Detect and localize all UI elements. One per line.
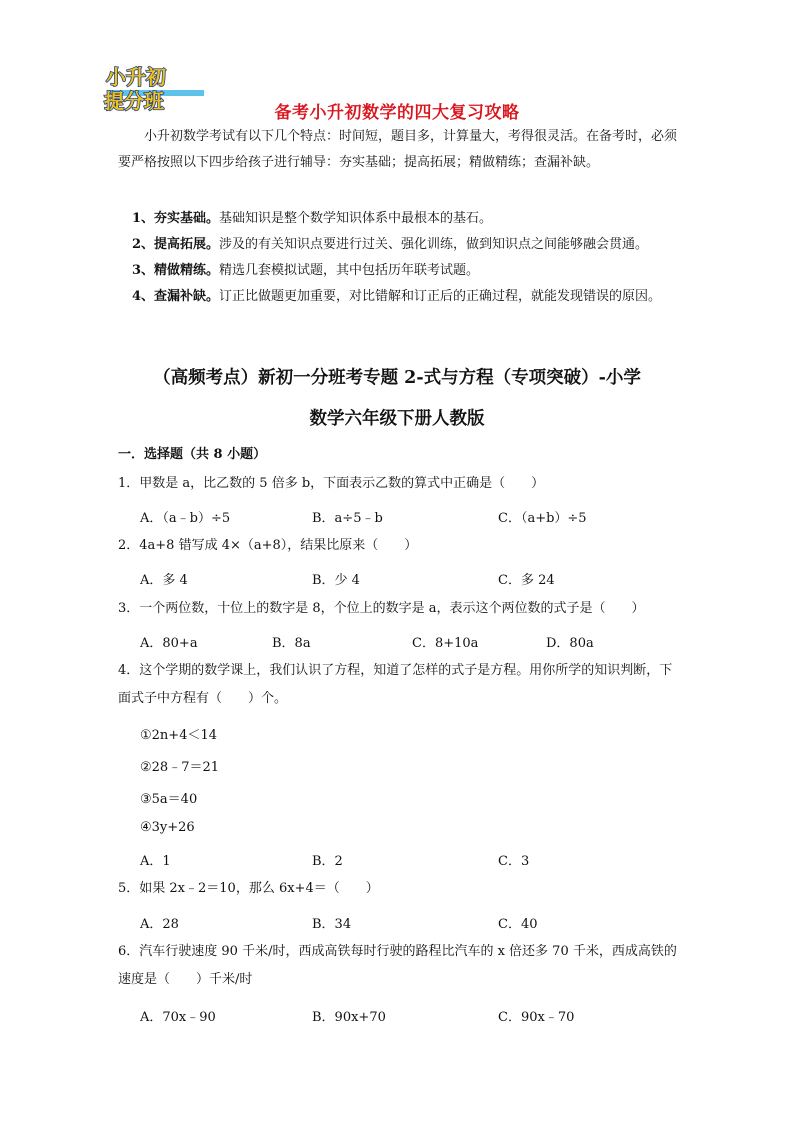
option: C．（a+b）÷5 xyxy=(498,511,587,526)
question-stem: 3．一个两位数，十位上的数字是 8，个位上的数字是 a，表示这个两位数的式子是（ ） xyxy=(118,601,645,616)
option: B．34 xyxy=(312,917,352,932)
tip-label: 4、查漏补缺。 xyxy=(132,289,220,304)
tip-item xyxy=(132,284,678,310)
question-stem: 6．汽车行驶速度 90 千米/时，西成高铁每时行驶的路程比汽车的 x 倍还多 70 千米，西成高铁的速度是（ ）千米/时 xyxy=(118,944,677,987)
option: B．90x+70 xyxy=(312,1010,386,1025)
option: B．a÷5﹣b xyxy=(312,511,383,526)
tip-text: 基础知识是整个数学知识体系中最根本的基石。 xyxy=(219,211,493,226)
question-stem: 4．这个学期的数学课上，我们认识了方程，知道了怎样的式子是方程。用你所学的知识判断，下面式子中方程有（ ）个。 xyxy=(118,663,673,706)
svg-text:提分班: 提分班 xyxy=(104,89,164,113)
question-options xyxy=(140,850,680,874)
question-options xyxy=(140,632,680,656)
tip-label: 3、精做精练。 xyxy=(132,263,220,278)
option: C．90x﹣70 xyxy=(498,1010,575,1025)
question-stem: 1．甲数是 a，比乙数的 5 倍多 b，下面表示乙数的算式中正确是（ ） xyxy=(118,476,545,491)
tip-text: 订正比做题更加重要，对比错解和订正后的正确过程，就能发现错误的原因。 xyxy=(219,289,662,304)
question-stem: 2．4a+8 错写成 4×（a+8），结果比原来（ ） xyxy=(118,538,418,553)
option: B．8a xyxy=(272,636,311,651)
option: A．1 xyxy=(140,854,171,869)
question-options xyxy=(140,913,680,937)
formula-item: ③5a＝40 xyxy=(140,792,198,807)
question-options xyxy=(140,507,680,531)
tip-text: 精选几套模拟试题，其中包括历年联考试题。 xyxy=(219,263,480,278)
tip-label: 2、提高拓展。 xyxy=(132,237,220,252)
option: C．3 xyxy=(498,854,530,869)
option: A．80+a xyxy=(140,636,198,651)
option: B．少 4 xyxy=(312,573,360,588)
tip-label: 1、夯实基础。 xyxy=(132,211,220,226)
document-title-line1: （高频考点）新初一分班考专题 2-式与方程（专项突破）-小学 xyxy=(153,368,641,388)
intro-paragraph: 小升初数学考试有以下几个特点：时间短，题目多，计算量大，考得很灵活。在备考时，必须要严格按照以下四步给孩子进行辅导：夯实基础；提高拓展；精做精练；查漏补缺。 xyxy=(118,129,678,170)
promo-title: 备考小升初数学的四大复习攻略 xyxy=(274,103,520,123)
option: A．多 4 xyxy=(140,573,188,588)
tip-item xyxy=(132,232,678,258)
option: C．8+10a xyxy=(412,636,479,651)
svg-text:小升初: 小升初 xyxy=(106,65,166,89)
formula-item: ②28﹣7＝21 xyxy=(140,760,220,775)
option: D．80a xyxy=(546,636,594,651)
option: A．70x﹣90 xyxy=(140,1010,216,1025)
tip-text: 涉及的有关知识点要进行过关、强化训练，做到知识点之间能够融会贯通。 xyxy=(219,237,649,252)
option: A．（a﹣b）÷5 xyxy=(140,511,231,526)
tip-item xyxy=(132,258,678,284)
tip-item xyxy=(132,206,678,232)
question-options xyxy=(140,1006,680,1030)
formula-item: ④3y+26 xyxy=(140,820,195,835)
formula-item: ①2n+4＜14 xyxy=(140,728,218,743)
option: C．40 xyxy=(498,917,538,932)
option: C．多 24 xyxy=(498,573,555,588)
question-stem: 5．如果 2x﹣2＝10，那么 6x+4＝（ ） xyxy=(118,881,379,896)
option: A．28 xyxy=(140,917,179,932)
section-heading: 一．选择题（共 8 小题） xyxy=(118,447,267,462)
option: B．2 xyxy=(312,854,343,869)
document-title-line2: 数学六年级下册人教版 xyxy=(309,409,485,429)
question-options xyxy=(140,569,680,593)
